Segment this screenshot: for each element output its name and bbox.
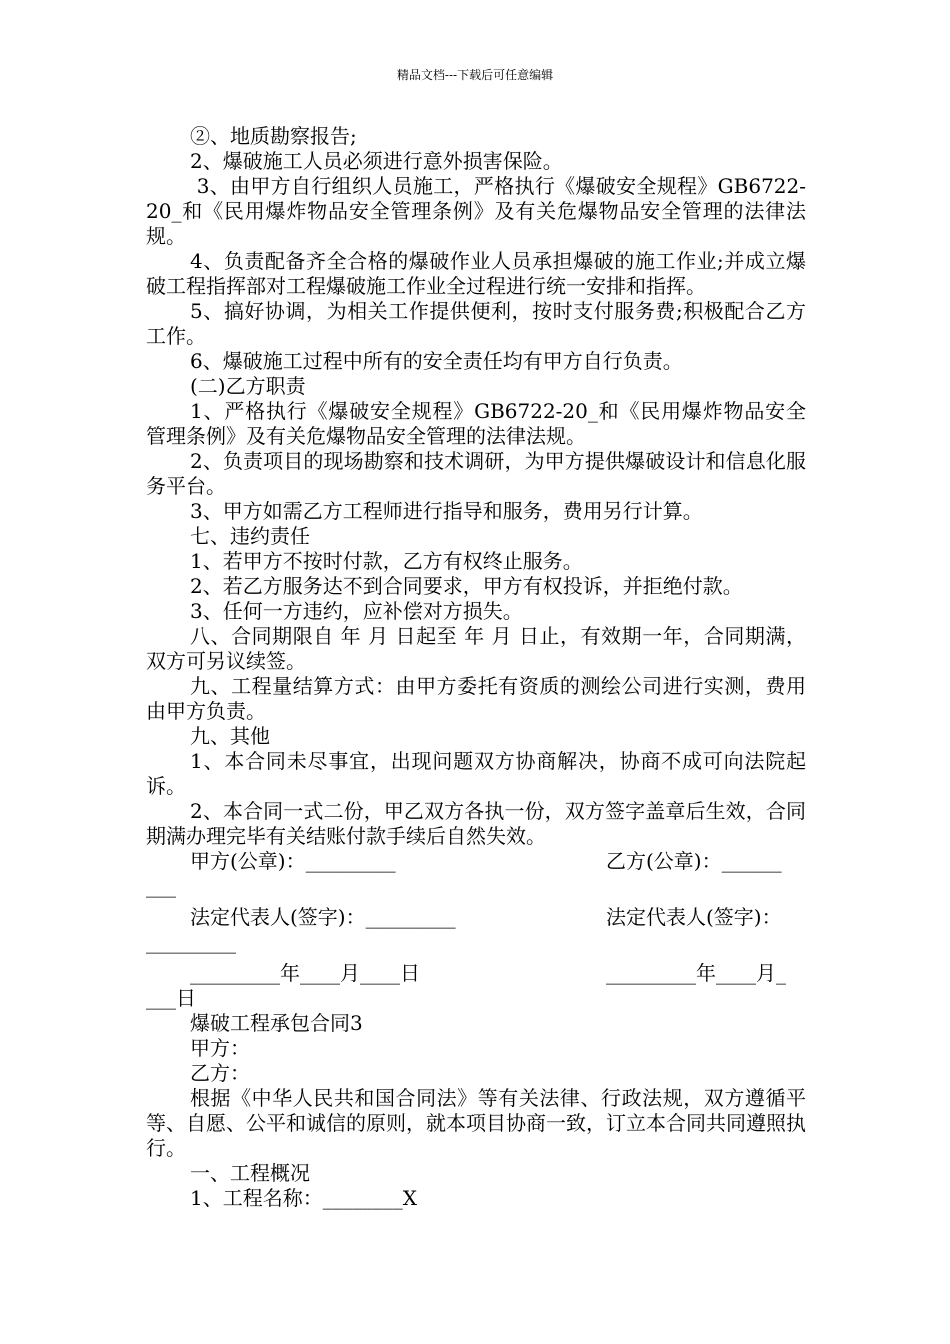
paragraph: 3、任何一方违约，应补偿对方损失。 bbox=[190, 599, 523, 623]
party-b-seal: 乙方(公章)：______ bbox=[606, 849, 782, 873]
section-heading: 七、违约责任 bbox=[190, 524, 310, 548]
paragraph: 3、甲方如需乙方工程师进行指导和服务，费用另行计算。 bbox=[190, 499, 703, 523]
paragraph: 1、本合同未尽事宜，出现问题双方协商解决，协商不成可向法院起诉。 bbox=[146, 749, 806, 798]
party-a-label: 甲方： bbox=[190, 1036, 250, 1060]
document-body bbox=[146, 124, 806, 1211]
party-b-representative-continuation: _________ bbox=[146, 930, 236, 954]
party-b-label: 乙方： bbox=[190, 1061, 250, 1085]
paragraph: 根据《中华人民共和国合同法》等有关法律、行政法规，双方遵循平等、自愿、公平和诚信的原则，就本项目协商一致，订立本合同共同遵照执行。 bbox=[146, 1086, 806, 1160]
paragraph: 5、搞好协调，为相关工作提供便利，按时支付服务费;积极配合乙方工作。 bbox=[146, 299, 806, 348]
signature-row-seal bbox=[146, 849, 806, 874]
party-b-seal-continuation: ___ bbox=[146, 874, 176, 898]
party-b-date-continuation: ___日 bbox=[146, 986, 196, 1010]
paragraph: 6、爆破施工过程中所有的安全责任均有甲方自行负责。 bbox=[190, 349, 683, 373]
paragraph: 1、若甲方不按时付款，乙方有权终止服务。 bbox=[190, 549, 583, 573]
party-a-date: _________年____月____日 bbox=[190, 961, 420, 985]
paragraph: 八、合同期限自 年 月 日起至 年 月 日止，有效期一年，合同期满，双方可另议续签。 bbox=[146, 624, 806, 673]
page-header: 精品文档---下载后可任意编辑 bbox=[396, 68, 554, 82]
paragraph: 九、工程量结算方式：由甲方委托有资质的测绘公司进行实测，费用由甲方负责。 bbox=[146, 674, 806, 723]
party-b-date: _________年____月_ bbox=[606, 961, 786, 985]
section-heading: 一、工程概况 bbox=[190, 1161, 310, 1185]
party-a-seal: 甲方(公章)：_________ bbox=[190, 849, 396, 873]
paragraph: 1、工程名称：________X bbox=[190, 1186, 417, 1210]
paragraph: 4、负责配备齐全合格的爆破作业人员承担爆破的施工作业;并成立爆破工程指挥部对工程爆破施工作业全过程进行统一安排和指挥。 bbox=[146, 249, 806, 298]
paragraph: 2、负责项目的现场勘察和技术调研，为甲方提供爆破设计和信息化服务平台。 bbox=[146, 449, 806, 498]
section-heading: 九、其他 bbox=[190, 724, 270, 748]
signature-row-representative bbox=[146, 905, 806, 930]
paragraph: 2、本合同一式二份，甲乙双方各执一份，双方签字盖章后生效，合同期满办理完毕有关结账付款手续后自然失效。 bbox=[146, 799, 806, 848]
paragraph: 3、由甲方自行组织人员施工，严格执行《爆破安全规程》GB6722-20_和《民用爆炸物品安全管理条例》及有关危爆物品安全管理的法律法规。 bbox=[146, 174, 807, 248]
section-heading: (二)乙方职责 bbox=[190, 374, 306, 398]
paragraph: 1、严格执行《爆破安全规程》GB6722-20_和《民用爆炸物品安全管理条例》及有关危爆物品安全管理的法律法规。 bbox=[146, 399, 806, 448]
paragraph: 2、爆破施工人员必须进行意外损害保险。 bbox=[190, 149, 563, 173]
paragraph: 2、若乙方服务达不到合同要求，甲方有权投诉，并拒绝付款。 bbox=[190, 574, 743, 598]
contract-title: 爆破工程承包合同3 bbox=[190, 1011, 363, 1035]
signature-row-date bbox=[146, 961, 806, 986]
party-b-representative: 法定代表人(签字)： bbox=[606, 905, 782, 929]
paragraph: ②、地质勘察报告; bbox=[190, 124, 357, 148]
party-a-representative: 法定代表人(签字)：_________ bbox=[190, 905, 456, 929]
